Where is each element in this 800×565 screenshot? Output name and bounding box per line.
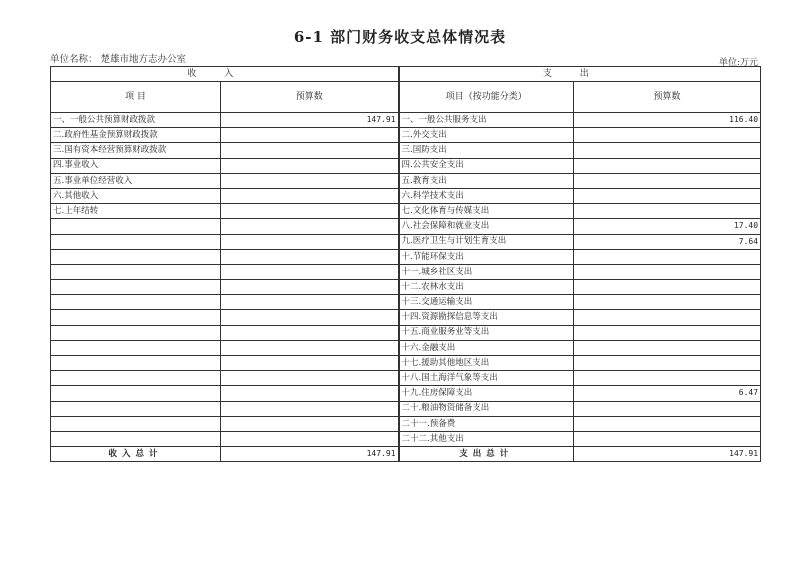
expense-value-cell — [574, 128, 761, 143]
expense-item-cell: 六.科学技术支出 — [399, 188, 574, 203]
expense-value-cell — [574, 264, 761, 279]
income-value-cell — [221, 249, 399, 264]
expense-value-cell: 17.40 — [574, 219, 761, 234]
expense-item-cell: 十五.商业服务业等支出 — [399, 325, 574, 340]
income-item-cell — [51, 310, 221, 325]
income-item-cell — [51, 416, 221, 431]
table-row — [51, 280, 761, 295]
expense-value-cell — [574, 325, 761, 340]
table-row — [51, 158, 761, 173]
table-row — [51, 188, 761, 203]
income-item-cell — [51, 431, 221, 446]
income-item-cell: 六.其他收入 — [51, 188, 221, 203]
income-item-cell — [51, 371, 221, 386]
unit-currency: 单位:万元 — [718, 58, 758, 68]
expense-item-cell: 十三.交通运输支出 — [399, 295, 574, 310]
expense-item-cell: 二十一.预备费 — [399, 416, 574, 431]
table-row — [51, 431, 761, 446]
table-row — [51, 113, 761, 128]
income-total-label: 收入总计 — [51, 447, 221, 462]
table-row — [51, 249, 761, 264]
expense-item-cell: 二十二.其他支出 — [399, 431, 574, 446]
expense-value-cell: 7.64 — [574, 234, 761, 249]
expense-value-cell — [574, 431, 761, 446]
table-row — [51, 401, 761, 416]
expense-item-cell: 十一.城乡社区支出 — [399, 264, 574, 279]
income-item-cell — [51, 219, 221, 234]
expense-item-cell: 三.国防支出 — [399, 143, 574, 158]
expense-item-cell: 十六.金融支出 — [399, 340, 574, 355]
expense-item-cell: 十七.援助其他地区支出 — [399, 356, 574, 371]
table-row — [51, 219, 761, 234]
income-value-cell — [221, 310, 399, 325]
table-row — [51, 386, 761, 401]
expense-item-cell: 五.教育支出 — [399, 173, 574, 188]
table-row — [51, 173, 761, 188]
income-value-cell — [221, 158, 399, 173]
expense-item-cell: 四.公共安全支出 — [399, 158, 574, 173]
income-total-value: 147.91 — [221, 447, 399, 462]
income-item-cell — [51, 280, 221, 295]
income-item-cell — [51, 325, 221, 340]
table-row — [51, 325, 761, 340]
expense-value-cell — [574, 188, 761, 203]
income-value-cell — [221, 188, 399, 203]
income-value-cell — [221, 431, 399, 446]
expense-item-cell: 十二.农林水支出 — [399, 280, 574, 295]
total-row — [51, 447, 761, 462]
expense-item-header: 项目（按功能分类） — [399, 82, 574, 113]
income-value-cell — [221, 128, 399, 143]
expense-value-cell — [574, 340, 761, 355]
expense-budget-header: 预算数 — [574, 82, 761, 113]
table-row — [51, 128, 761, 143]
expense-value-cell — [574, 401, 761, 416]
section-header-row — [51, 67, 761, 82]
income-value-cell — [221, 340, 399, 355]
income-item-cell: 一、一般公共预算财政拨款 — [51, 113, 221, 128]
table-row — [51, 416, 761, 431]
expense-value-cell: 6.47 — [574, 386, 761, 401]
income-budget-header: 预算数 — [221, 82, 399, 113]
page-title: 6-1 部门财务收支总体情况表 — [293, 28, 507, 46]
expense-section-header: 支出 — [399, 67, 761, 82]
income-value-cell — [221, 401, 399, 416]
income-value-cell — [221, 173, 399, 188]
expense-item-cell: 十.节能环保支出 — [399, 249, 574, 264]
expense-total-value: 147.91 — [574, 447, 761, 462]
income-value-cell — [221, 280, 399, 295]
income-value-cell: 147.91 — [221, 113, 399, 128]
income-item-cell: 四.事业收入 — [51, 158, 221, 173]
income-item-cell: 五.事业单位经营收入 — [51, 173, 221, 188]
expense-value-cell — [574, 204, 761, 219]
expense-item-cell: 十九.住房保障支出 — [399, 386, 574, 401]
income-value-cell — [221, 356, 399, 371]
expense-value-cell — [574, 356, 761, 371]
expense-value-cell: 116.40 — [574, 113, 761, 128]
income-value-cell — [221, 143, 399, 158]
table-row — [51, 204, 761, 219]
expense-item-cell: 一、一般公共服务支出 — [399, 113, 574, 128]
expense-value-cell — [574, 295, 761, 310]
income-item-cell — [51, 234, 221, 249]
table-row — [51, 310, 761, 325]
income-value-cell — [221, 234, 399, 249]
table-row — [51, 371, 761, 386]
expense-item-cell: 八.社会保障和就业支出 — [399, 219, 574, 234]
finance-table — [50, 66, 761, 462]
expense-value-cell — [574, 249, 761, 264]
table-row — [51, 356, 761, 371]
expense-value-cell — [574, 310, 761, 325]
expense-value-cell — [574, 280, 761, 295]
income-item-cell — [51, 295, 221, 310]
income-value-cell — [221, 264, 399, 279]
expense-item-cell: 九.医疗卫生与计划生育支出 — [399, 234, 574, 249]
income-item-cell — [51, 356, 221, 371]
income-item-cell — [51, 401, 221, 416]
income-value-cell — [221, 219, 399, 234]
income-item-cell: 二.政府性基金预算财政拨款 — [51, 128, 221, 143]
income-value-cell — [221, 416, 399, 431]
expense-value-cell — [574, 143, 761, 158]
expense-item-cell: 十四.资源勘探信息等支出 — [399, 310, 574, 325]
expense-item-cell: 十八.国土海洋气象等支出 — [399, 371, 574, 386]
table-row — [51, 295, 761, 310]
expense-item-cell: 二十.粮油物资储备支出 — [399, 401, 574, 416]
unit-name: 单位名称： 楚雄市地方志办公室 — [50, 54, 187, 65]
income-value-cell — [221, 204, 399, 219]
expense-item-cell: 七.文化体育与传媒支出 — [399, 204, 574, 219]
income-value-cell — [221, 386, 399, 401]
income-value-cell — [221, 325, 399, 340]
column-header-row — [51, 82, 761, 113]
income-item-cell: 三.国有资本经营预算财政拨款 — [51, 143, 221, 158]
income-value-cell — [221, 295, 399, 310]
expense-value-cell — [574, 158, 761, 173]
income-item-cell — [51, 264, 221, 279]
expense-total-label: 支出总计 — [399, 447, 574, 462]
expense-value-cell — [574, 371, 761, 386]
table-row — [51, 264, 761, 279]
income-item-cell — [51, 249, 221, 264]
expense-value-cell — [574, 173, 761, 188]
income-item-cell — [51, 340, 221, 355]
income-item-header: 项 目 — [51, 82, 221, 113]
table-row — [51, 234, 761, 249]
expense-value-cell — [574, 416, 761, 431]
table-row — [51, 340, 761, 355]
income-value-cell — [221, 371, 399, 386]
table-row — [51, 143, 761, 158]
income-section-header: 收入 — [51, 67, 399, 82]
expense-item-cell: 二.外交支出 — [399, 128, 574, 143]
income-item-cell — [51, 386, 221, 401]
income-item-cell: 七.上年结转 — [51, 204, 221, 219]
